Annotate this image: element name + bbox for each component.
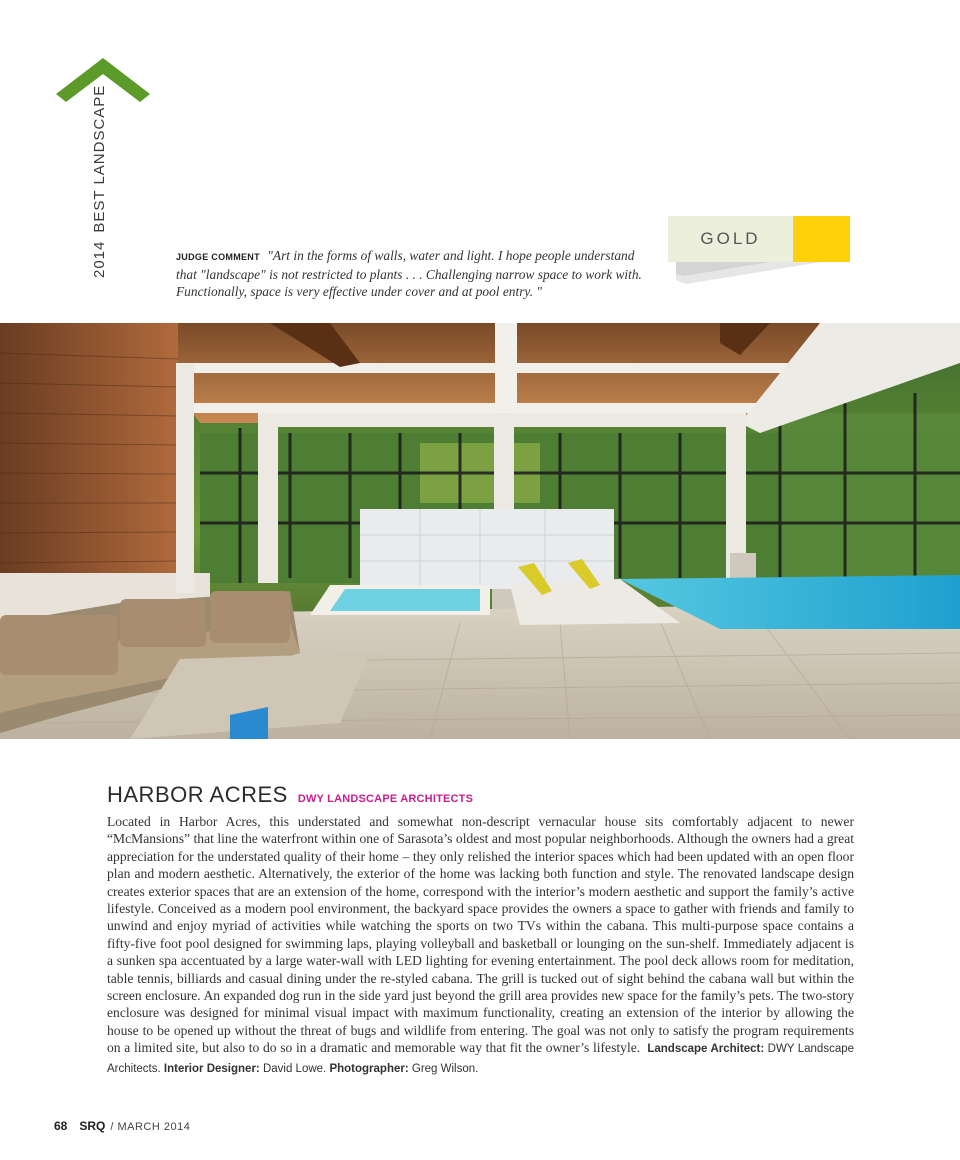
magazine-name: SRQ bbox=[79, 1119, 106, 1133]
category-name: BEST LANDSCAPE bbox=[91, 84, 108, 233]
page-number: 68 bbox=[54, 1119, 68, 1133]
credit-landscape-label: Landscape Architect: bbox=[647, 1043, 765, 1056]
article-body bbox=[107, 813, 854, 1078]
hero-photo bbox=[0, 323, 960, 739]
credit-photographer-value: Greg Wilson. bbox=[411, 1062, 479, 1075]
photo-pool-cabana bbox=[0, 323, 960, 739]
article-firm: DWY LANDSCAPE ARCHITECTS bbox=[297, 793, 474, 805]
credit-photographer-label: Photographer: bbox=[329, 1062, 409, 1075]
judge-comment-text: "Art in the forms of walls, water and light. I hope people understand that "landscape" is not restricted to plants . . . Challenging narrow space to work with. Functionally, space is very effective under cover and at pool entry. " bbox=[176, 248, 642, 299]
credit-landscape-value: DWY Landscape Architects. bbox=[107, 1043, 855, 1075]
judge-comment-label: JUDGE COMMENT bbox=[176, 252, 260, 262]
page-footer bbox=[54, 1119, 190, 1133]
category-year: 2014 bbox=[91, 240, 108, 278]
article-body-text: Located in Harbor Acres, this understated and somewhat non-descript vernacular house sits comfortably adjacent to newer “McMansions” that line the waterfront within one of Sarasota’s oldest and most popular neighborhoods. Although the owners had a great appreciation for the understated quality of their home – they only relished the interior spaces which had been updated with an open floor plan and modern aesthetic. Alternatively, the exterior of the home was lacking both function and style. The renovated landscape design creates exterior spaces that are an extension of the home, correspond with the interior’s modern aesthetic and support the family’s active lifestyle. Conceived as a modern pool environment, the backyard space provides the owners a space to gather with friends and family to unwind and enjoy myriad of activities while watching the sports on two TVs within the cabana. This multi-purpose space contains a fifty-five foot pool designed for swimming laps, playing volleyball and basketball or lounging on the sun-shelf. Immediately adjacent is a sunken spa accentuated by a large water-wall with LED lighting for evening entertainment. The pool deck allows room for meditation, table tennis, billiards and casual dining under the re-styled cabana. The grill is tucked out of sight behind the cabana wall but within the screen enclosure. An expanded dog run in the side yard just beyond the grill area provides new space for the family’s pets. The two-story enclosure was designed for minimal visual impact with maximum functionality, creating an extension of the interior by allowing the house to be opened up without the threat of bugs and wildlife from entering. The goal was not only to satisfy the program requirements on a limited site, but also to do so in a dramatic and memorable way that fit the owner’s lifestyle. bbox=[107, 814, 854, 1056]
article-header bbox=[107, 782, 473, 808]
judge-comment bbox=[176, 247, 654, 300]
category-label bbox=[91, 85, 108, 278]
award-label-box bbox=[668, 216, 793, 262]
award-color-swatch bbox=[793, 216, 850, 262]
award-level: GOLD bbox=[700, 229, 761, 248]
article-title: HARBOR ACRES bbox=[107, 782, 288, 807]
credit-interior-label: Interior Designer: bbox=[163, 1062, 260, 1075]
credit-interior-value: David Lowe. bbox=[262, 1062, 327, 1075]
issue-date: / MARCH 2014 bbox=[110, 1121, 191, 1133]
award-badge bbox=[668, 216, 852, 288]
